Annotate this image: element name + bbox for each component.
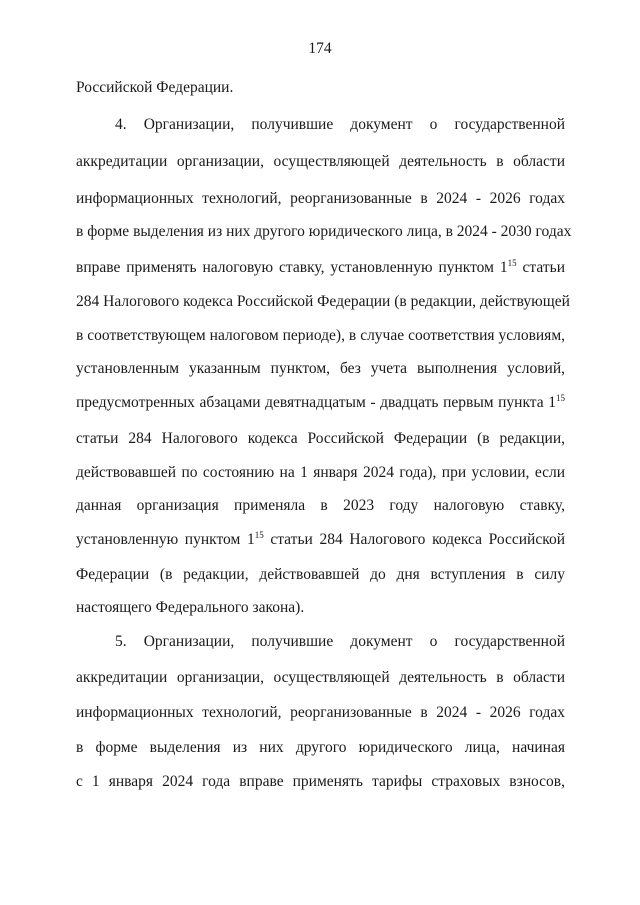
- text-line: действовавшей по состоянию на 1 января 2024 года), при условии, если: [76, 464, 565, 481]
- text-line: [76, 258, 565, 278]
- text-fragment: вправе применять налоговую ставку, установленную пунктом 1: [76, 259, 508, 276]
- text-fragment: установленную пунктом 1: [76, 531, 255, 548]
- text-fragment: предусмотренных абзацами девятнадцатым - двадцать первым пункта 1: [76, 394, 556, 411]
- text-line: установленным указанным пунктом, без учета выполнения условий,: [76, 360, 565, 377]
- text-line: с 1 января 2024 года вправе применять тарифы страховых взносов,: [76, 773, 565, 790]
- text-fragment: статьи: [522, 259, 566, 276]
- page-number: 174: [308, 40, 332, 57]
- text-line: в форме выделения из них другого юридического лица, начиная: [76, 739, 565, 756]
- text-line: аккредитации организации, осуществляющей деятельность в области: [76, 669, 565, 686]
- superscript: 15: [254, 529, 264, 540]
- paragraph-4-start: 4. Организации, получившие документ о государственной: [115, 116, 565, 133]
- superscript: 15: [507, 257, 517, 268]
- text-line: аккредитации организации, осуществляющей деятельность в области: [76, 153, 565, 170]
- paragraph-5-start: 5. Организации, получившие документ о государственной: [115, 633, 565, 650]
- text-line: информационных технологий, реорганизованные в 2024 - 2026 годах: [76, 704, 565, 721]
- text-line: настоящего Федерального закона).: [76, 599, 305, 616]
- text-line: информационных технологий, реорганизованные в 2024 - 2026 годах: [76, 190, 565, 207]
- text-line: в соответствующем налоговом периоде), в случае соответствия условиям,: [76, 327, 565, 344]
- text-line: данная организация применяла в 2023 году налоговую ставку,: [76, 497, 565, 514]
- text-line: [76, 393, 565, 413]
- text-line: 284 Налогового кодекса Российской Федерации (в редакции, действующей: [76, 293, 570, 310]
- text-line: [76, 530, 565, 550]
- text-line: в форме выделения из них другого юридического лица, в 2024 - 2030 годах: [76, 223, 572, 240]
- text-fragment: статьи 284 Налогового кодекса Российской: [270, 531, 565, 548]
- superscript: 15: [556, 392, 565, 403]
- text-line: Российской Федерации.: [76, 79, 234, 96]
- text-line: статьи 284 Налогового кодекса Российской Федерации (в редакции,: [76, 430, 565, 447]
- text-line: Федерации (в редакции, действовавшей до дня вступления в силу: [76, 566, 565, 583]
